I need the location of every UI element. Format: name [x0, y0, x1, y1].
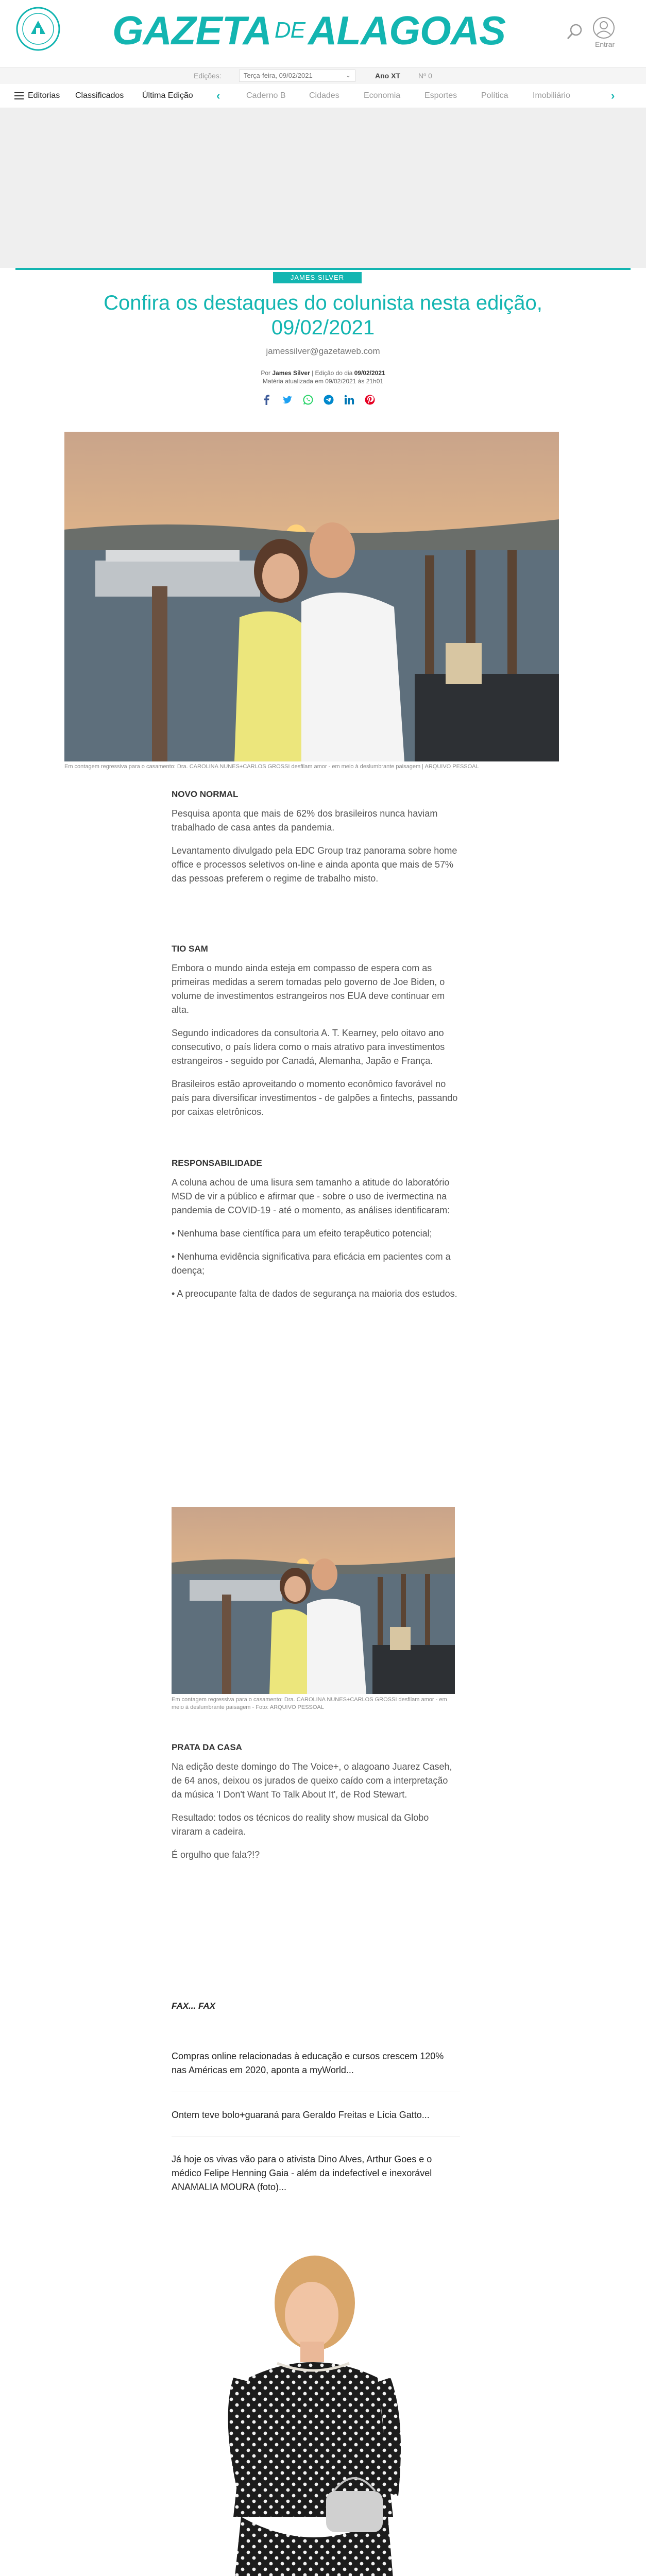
nav-category-esportes[interactable]: Esportes — [424, 91, 457, 100]
article — [15, 268, 631, 2576]
whatsapp-icon[interactable] — [303, 395, 313, 405]
logo-de: DE — [274, 18, 305, 43]
byline-edition-date: 09/02/2021 — [354, 369, 385, 377]
chevron-down-icon: ⌄ — [345, 72, 351, 79]
facebook-icon[interactable] — [262, 395, 272, 405]
section-body-responsabilidade — [172, 1176, 460, 1310]
hamburger-menu-icon[interactable] — [14, 92, 24, 99]
byline-prefix: Por — [261, 369, 271, 377]
section-heading-responsabilidade: RESPONSABILIDADE — [172, 1158, 262, 1168]
paragraph: Pesquisa aponta que mais de 62% dos brasileiros nunca haviam trabalhado de casa antes da pandemia. — [172, 808, 438, 833]
section-heading-prata-da-casa: PRATA DA CASA — [172, 1742, 242, 1752]
ad-banner-area[interactable] — [0, 108, 646, 268]
nav-category-cidades[interactable]: Cidades — [309, 91, 339, 100]
fax-item: Ontem teve bolo+guaraná para Geraldo Freitas e Lícia Gatto... — [172, 2110, 430, 2120]
fax-item: Compras online relacionadas à educação e cursos crescem 120% nas Américas em 2020, aponta a myWorld... — [172, 2051, 444, 2075]
bullet-item: • Nenhuma base científica para um efeito terapêutico potencial; — [172, 1228, 432, 1239]
section-body-novo-normal — [172, 807, 460, 895]
photo1-caption: Em contagem regressiva para o casamento: Dra. CAROLINA NUNES+CARLOS GROSSI desfilam amor - em meio à deslumbrante paisagem | ARQUIVO PESSOAL — [64, 764, 479, 770]
byline-edition-label: | Edição do dia — [312, 369, 353, 377]
user-icon[interactable] — [592, 16, 615, 39]
bullet-item: • A preocupante falta de dados de segurança na maioria dos estudos. — [172, 1289, 457, 1299]
paragraph: Segundo indicadores da consultoria A. T. Kearney, pelo oitavo ano consecutivo, o país lidera como o mais atrativo para investimentos estrangeiros - seguido por Canadá, Alemanha, Japão e França. — [172, 1028, 445, 1066]
logo-main: GAZETA — [112, 8, 271, 53]
pinterest-icon[interactable] — [365, 395, 375, 405]
nav-next-arrow-icon[interactable]: › — [611, 89, 615, 102]
nav-ultima-edicao[interactable]: Última Edição — [142, 91, 193, 100]
fax-divider — [172, 2136, 460, 2137]
site-logo[interactable] — [112, 8, 505, 53]
section-body-tio-sam — [172, 961, 460, 1128]
logo-place: ALAGOAS — [308, 8, 505, 53]
nav-prev-arrow-icon[interactable]: ‹ — [216, 89, 220, 102]
column-kicker[interactable]: JAMES SILVER — [273, 272, 362, 283]
article-accent-rule — [15, 268, 631, 270]
article-title: Confira os destaques do colunista nesta edição, 09/02/2021 — [104, 292, 542, 339]
paragraph: Brasileiros estão aproveitando o momento econômico favorável no país para diversificar investimentos - de galpões a fintechs, passando por caixas eletrônicos. — [172, 1079, 458, 1117]
fax-item: Já hoje os vivas vão para o ativista Dino Alves, Arthur Goes e o médico Felipe Henning Gaia - além da indefectível e inexorável ANAMALIA MOURA (foto)... — [172, 2154, 432, 2192]
share-bar — [262, 395, 385, 405]
search-icon[interactable] — [566, 23, 584, 41]
section-heading-novo-normal: NOVO NORMAL — [172, 789, 239, 799]
edition-bar — [0, 67, 646, 83]
paragraph: Levantamento divulgado pela EDC Group traz panorama sobre home office e processos seletivos on-line e ainda aponta que mais de 57% das pessoas preferem o regime de trabalho misto. — [172, 845, 457, 884]
photo2-caption: Em contagem regressiva para o casamento: Dra. CAROLINA NUNES+CARLOS GROSSI desfilam amor - em meio à deslumbrante paisagem - Foto: ARQUIVO PESSOAL — [172, 1697, 447, 1710]
byline — [15, 369, 631, 385]
bullet-item: • Nenhuma evidência significativa para eficácia em pacientes com a doença; — [172, 1251, 451, 1276]
linkedin-icon[interactable] — [344, 395, 354, 405]
paragraph: Embora o mundo ainda esteja em compasso de espera com as primeiras medidas a serem tomadas pelo governo de Joe Biden, o volume de investimentos estrangeiros nos EUA deve continuar em alta. — [172, 963, 445, 1015]
edition-date-select[interactable] — [239, 70, 355, 82]
article-photo-anamalia-moura[interactable] — [172, 2249, 455, 2576]
nav-editorias[interactable]: Editorias — [28, 91, 60, 100]
nav-category-imobiliario[interactable]: Imobiliário — [533, 91, 570, 100]
paragraph: É orgulho que fala?!? — [172, 1850, 260, 1860]
edition-label: Edições: — [194, 72, 222, 80]
article-photo-couple-lake-small[interactable] — [172, 1507, 455, 1694]
section-heading-tio-sam: TIO SAM — [172, 944, 208, 954]
login-link[interactable]: Entrar — [595, 40, 615, 48]
edition-year: Ano XT — [375, 72, 400, 80]
telegram-icon[interactable] — [324, 395, 334, 405]
paragraph: Resultado: todos os técnicos do reality show musical da Globo viraram a cadeira. — [172, 1812, 429, 1837]
main-nav — [0, 83, 646, 108]
author-email[interactable]: jamessilver@gazetaweb.com — [266, 346, 380, 356]
article-photo-couple-lake[interactable] — [64, 432, 559, 761]
byline-updated: Matéria atualizada em 09/02/2021 às 21h01 — [262, 378, 384, 385]
edition-date-value: Terça-feira, 09/02/2021 — [244, 72, 313, 79]
byline-author: James Silver — [272, 369, 310, 377]
nav-category-economia[interactable]: Economia — [364, 91, 401, 100]
jornalismo-seal-logo[interactable] — [15, 5, 61, 53]
fax-heading: FAX... FAX — [172, 2001, 216, 2011]
nav-category-politica[interactable]: Política — [481, 91, 508, 100]
paragraph: Na edição deste domingo do The Voice+, o alagoano Juarez Caseh, de 64 anos, deixou os jurados de queixo caído com a interpretação da música 'I Don't Want To Talk About It', de Rod Stewart. — [172, 1761, 452, 1800]
nav-category-caderno-b[interactable]: Caderno B — [246, 91, 286, 100]
edition-number: Nº 0 — [418, 72, 432, 80]
twitter-icon[interactable] — [282, 395, 293, 405]
paragraph: A coluna achou de uma lisura sem tamanho a atitude do laboratório MSD de vir a público e afirmar que - sobre o uso de ivermectina na pandemia de COVID-19 - até o momento, as análises identificaram: — [172, 1177, 450, 1215]
nav-classificados[interactable]: Classificados — [75, 91, 124, 100]
section-body-prata-da-casa — [172, 1760, 460, 1871]
